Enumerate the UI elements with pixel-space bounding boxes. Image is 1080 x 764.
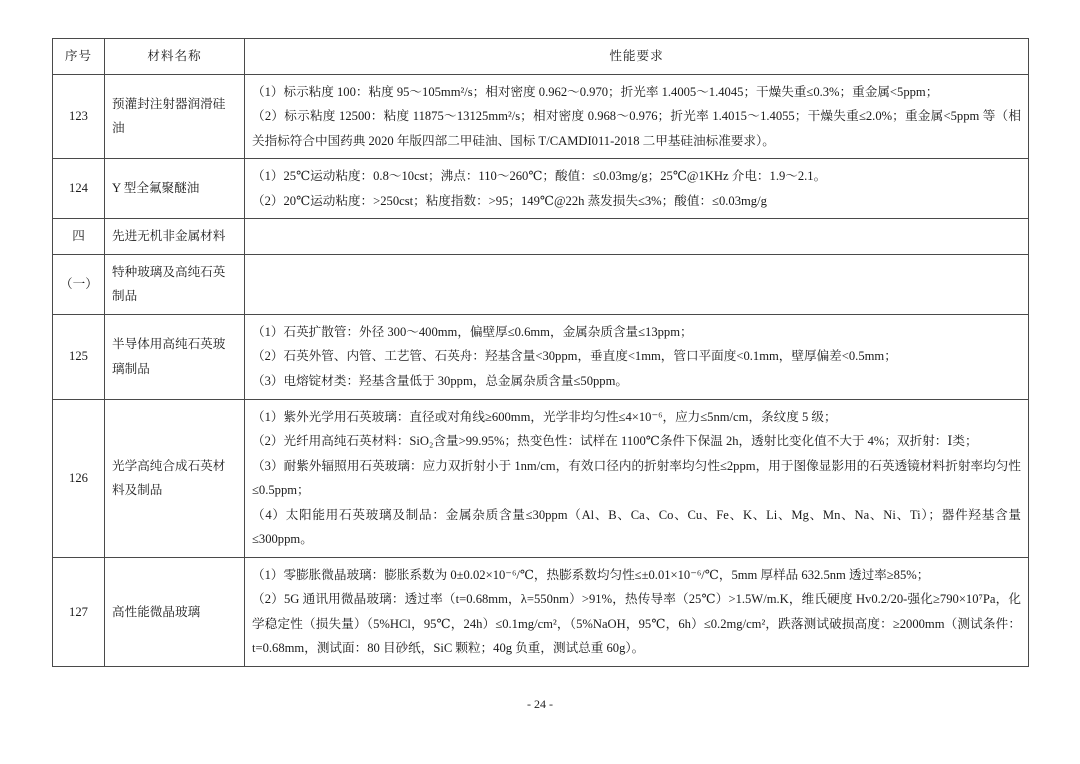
table-row <box>53 399 1029 557</box>
subcategory-requirements-empty <box>245 254 1029 314</box>
row-number: 124 <box>53 159 105 219</box>
row-number: 125 <box>53 314 105 399</box>
row-requirements <box>245 557 1029 666</box>
requirement-line: （2）标示粘度 12500：粘度 11875～13125mm²/s；相对密度 0.968～0.976；折光率 1.4015～1.4055；干燥失重≤2.0%；重金属<5ppm 等（相关指标符合中国药典 2020 年版四部二甲硅油、国标 T/CAMDI011-2018 二甲基硅油标准要求）。 <box>252 109 1021 148</box>
row-number: 126 <box>53 399 105 557</box>
table-row-subcategory <box>53 254 1029 314</box>
requirement-line: （2）20℃运动粘度：>250cst；粘度指数：>95；149℃@22h 蒸发损失≤3%；酸值：≤0.03mg/g <box>252 193 767 208</box>
column-header-no: 序号 <box>53 39 105 75</box>
row-requirements <box>245 399 1029 557</box>
row-material-name: 半导体用高纯石英玻璃制品 <box>105 314 245 399</box>
requirement-line: （3）耐紫外辐照用石英玻璃：应力双折射小于 1nm/cm，有效口径内的折射率均匀性≤2ppm，用于图像显影用的石英透镜材料折射率均匀性≤0.5ppm； <box>252 458 1021 498</box>
table-header <box>53 39 1029 75</box>
row-requirements <box>245 159 1029 219</box>
materials-table <box>52 38 1029 667</box>
requirement-line: （1）零膨胀微晶玻璃：膨胀系数为 0±0.02×10⁻⁶/℃，热膨系数均匀性≤±0.01×10⁻⁶/℃，5mm 厚样品 632.5nm 透过率≥85%； <box>252 567 930 582</box>
table-row <box>53 557 1029 666</box>
table-row <box>53 74 1029 159</box>
page-number: - 24 - <box>527 697 553 711</box>
column-header-name: 材料名称 <box>105 39 245 75</box>
requirement-line: （2）5G 通讯用微晶玻璃：透过率（t=0.68mm，λ=550nm）>91%，热传导率（25℃）>1.5W/m.K，维氏硬度 Hv0.2/20-强化≥790×10⁷Pa，化学稳定性（损失量）（5%HCl，95℃，24h）≤0.1mg/cm²，（5%NaOH，95℃，6h）≤0.2mg/cm²，跌落测试破损高度：≥2000mm（测试条件：t=0.68mm，测试面：80 目砂纸，SiC 颗粒；40g 负重，测试总重 60g）。 <box>252 592 1021 656</box>
table-body <box>53 74 1029 666</box>
requirement-line: （1）标示粘度 100：粘度 95～105mm²/s；相对密度 0.962～0.970；折光率 1.4005～1.4045；干燥失重≤0.3%；重金属<5ppm； <box>252 84 939 99</box>
row-number: 123 <box>53 74 105 159</box>
category-requirements-empty <box>245 219 1029 255</box>
row-material-name: 预灌封注射器润滑硅油 <box>105 74 245 159</box>
subcategory-name: 特种玻璃及高纯石英制品 <box>105 254 245 314</box>
category-number: 四 <box>53 219 105 255</box>
requirement-line: （3）电熔锭材类：羟基含量低于 30ppm，总金属杂质含量≤50ppm。 <box>252 374 628 389</box>
table-row <box>53 159 1029 219</box>
row-material-name: Y 型全氟聚醚油 <box>105 159 245 219</box>
requirement-line: （1）25℃运动粘度：0.8～10cst；沸点：110～260℃；酸值：≤0.03mg/g；25℃@1KHz 介电：1.9～2.1。 <box>252 169 827 184</box>
requirement-line: （2）光纤用高纯石英材料：SiO₂含量>99.95%；热变色性：试样在 1100℃条件下保温 2h，透射比变化值不大于 4%；双折射：Ⅰ类； <box>252 434 978 449</box>
column-header-requirements: 性能要求 <box>245 39 1029 75</box>
table-header-row <box>53 39 1029 75</box>
row-requirements <box>245 314 1029 399</box>
requirement-line: （1）紫外光学用石英玻璃：直径或对角线≥600mm，光学非均匀性≤4×10⁻⁶，应力≤5nm/cm，条纹度 5 级； <box>252 409 837 424</box>
category-name: 先进无机非金属材料 <box>105 219 245 255</box>
table-row <box>53 314 1029 399</box>
row-material-name: 高性能微晶玻璃 <box>105 557 245 666</box>
row-requirements <box>245 74 1029 159</box>
requirement-line: （2）石英外管、内管、工艺管、石英舟：羟基含量<30ppm，垂直度<1mm，管口平面度<0.1mm，壁厚偏差<0.5mm； <box>252 349 897 364</box>
table-row-category <box>53 219 1029 255</box>
row-material-name: 光学高纯合成石英材料及制品 <box>105 399 245 557</box>
requirement-line: （1）石英扩散管：外径 300～400mm，偏壁厚≤0.6mm，金属杂质含量≤13ppm； <box>252 324 693 339</box>
requirement-line: （4）太阳能用石英玻璃及制品：金属杂质含量≤30ppm（Al、B、Ca、Co、Cu、Fe、K、Li、Mg、Mn、Na、Ni、Ti）；器件羟基含量≤300ppm。 <box>252 507 1021 547</box>
row-number: 127 <box>53 557 105 666</box>
subcategory-number: （一） <box>53 254 105 314</box>
